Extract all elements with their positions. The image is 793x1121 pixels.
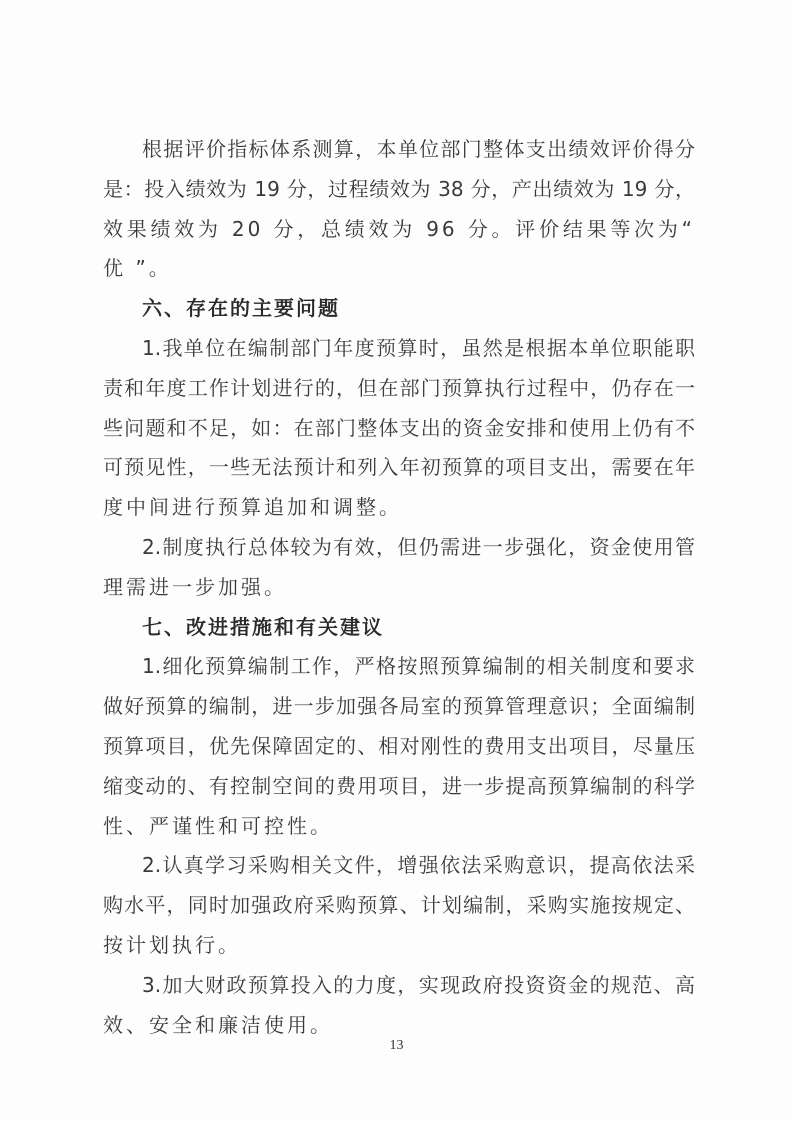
text-line: 是：投入绩效为 19 分，过程绩效为 38 分，产出绩效为 19 分， [103, 176, 695, 201]
text-line: 效果绩效为 20 分，总绩效为 96 分。评价结果等次为“ 优 ”。 [103, 216, 695, 281]
text-line: 缩变动的、有控制空间的费用项目，进一步提高预算编制的科学 [103, 773, 695, 798]
paragraph [103, 130, 695, 289]
text-line: 效、安全和廉洁使用。 [103, 1012, 333, 1037]
text-line: 2.制度执行总体较为有效，但仍需进一步强化，资金使用管 [142, 534, 695, 559]
page-number: 13 [389, 1038, 404, 1053]
paragraph [103, 528, 695, 608]
text-line: 3.加大财政预算投入的力度，实现政府投资资金的规范、高 [142, 972, 695, 997]
text-line: 购水平，同时加强政府采购预算、计划编制，采购实施按规定、 [103, 893, 695, 918]
paragraph [103, 647, 695, 846]
text-line: 1.细化预算编制工作，严格按照预算编制的相关制度和要求 [142, 654, 695, 679]
heading-text: 六、存在的主要问题 [142, 296, 340, 321]
text-line: 性、严谨性和可控性。 [103, 813, 333, 838]
text-line: 按计划执行。 [103, 932, 241, 957]
text-line: 责和年度工作计划进行的，但在部门预算执行过程中，仍存在一 [103, 375, 695, 400]
text-line: 做好预算的编制，进一步加强各局室的预算管理意识；全面编制 [103, 694, 695, 719]
text-line: 可预见性，一些无法预计和列入年初预算的项目支出，需要在年 [103, 455, 695, 480]
section-heading [103, 608, 695, 648]
text-line: 理需进一步加强。 [103, 574, 287, 599]
section-heading [103, 289, 695, 329]
text-line: 些问题和不足，如：在部门整体支出的资金安排和使用上仍有不 [103, 415, 695, 440]
paragraph [103, 846, 695, 965]
text-line: 2.认真学习采购相关文件，增强依法采购意识，提高依法采 [142, 853, 695, 878]
body-text [103, 130, 695, 1045]
paragraph [103, 966, 695, 1046]
paragraph [103, 329, 695, 528]
heading-text: 七、改进措施和有关建议 [142, 614, 384, 639]
text-line: 1.我单位在编制部门年度预算时，虽然是根据本单位职能职 [142, 335, 695, 360]
text-line: 根据评价指标体系测算，本单位部门整体支出绩效评价得分 [142, 137, 695, 161]
text-line: 预算项目，优先保障固定的、相对刚性的费用支出项目，尽量压 [103, 733, 695, 758]
text-line: 度中间进行预算追加和调整。 [103, 495, 402, 520]
